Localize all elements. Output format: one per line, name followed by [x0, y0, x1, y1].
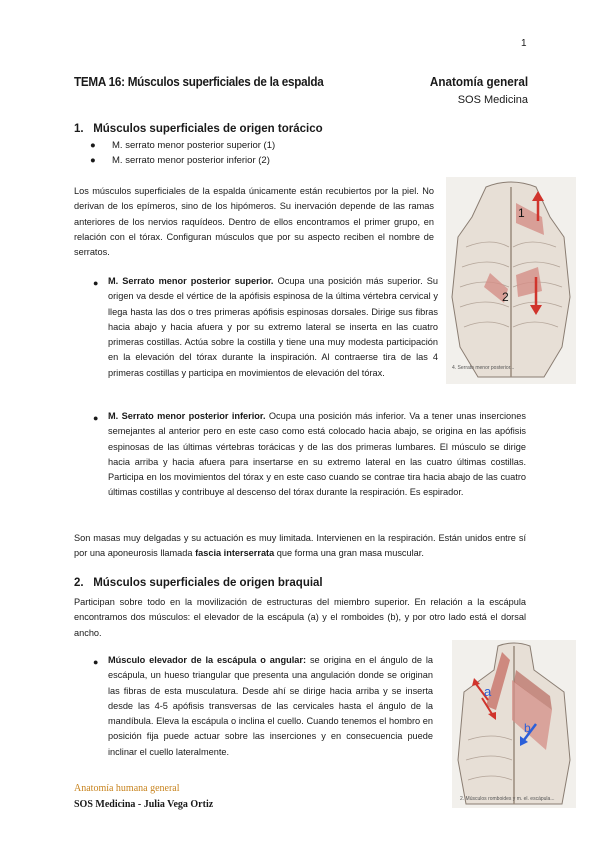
serrato-superior-title: M. Serrato menor posterior superior. [108, 276, 274, 286]
footer-book-title: Anatomía humana general [74, 783, 180, 794]
section1-heading-text: Músculos superficiales de origen torácico [93, 123, 323, 135]
elevador-escapula-paragraph [108, 653, 433, 760]
figure2-label-a: a [484, 684, 492, 699]
serrato-superior-text: Ocupa una posición más superior. Su origen va desde el vértice de la apófisis espinosa de la última vértebra cervical y llega hasta las dos o tres primeras apófisis espinosas dorsales. Dirige sus fibras hacia abajo y hacia afuera y por su extremo lateral se inserta en las cuatro primeras costillas. Actúa sobre la costilla y tiene una muy modesta participación en la elevación del tórax durante la inspiración. Al contraerse tira de las 4 primeras costillas y participa en movimientos de elevación del tórax. [108, 276, 438, 378]
footer-author: SOS Medicina - Julia Vega Ortiz [74, 799, 214, 810]
page-number: 1 [521, 38, 527, 49]
figure1-caption: 4. Serrato menor posterior... [452, 365, 515, 371]
figure2-caption: 2. Músculos romboides y m. el. escápula... [460, 796, 555, 802]
page-title: TEMA 16: Músculos superficiales de la espalda [74, 74, 324, 89]
section2-heading-text: Músculos superficiales de origen braquial [93, 577, 323, 589]
serrato-inferior-paragraph [108, 409, 526, 501]
elevador-escapula-title: Músculo elevador de la escápula o angular: [108, 655, 307, 665]
bullet-icon: ● [93, 657, 99, 667]
list-item: ● M. serrato menor posterior inferior (2) [90, 155, 270, 166]
fascia-term: fascia interserrata [195, 548, 275, 559]
section1-muscle-list [90, 138, 275, 168]
elevador-escapula-figure [452, 640, 576, 808]
course-name: SOS Medicina [457, 94, 528, 106]
section2-heading [74, 577, 323, 589]
serrato-inferior-text: Ocupa una posición más inferior. Va a tener unas inserciones semejantes al anterior pero en este caso como está colocado hacia abajo, se origina en las apófisis espinosas de las últimas vértebras torácicas y de las dos primeras lumbares. El músculo se dirige hacia arriba y hacia afuera para insertarse en su extremo lateral en las cuatro últimas costillas. Participa en los movimientos del tórax y en este caso cuando se contrae tira hacia abajo de las cuatro últimas costillas y contribuye al descenso del tórax durante la respiración. Es espirador. [108, 411, 526, 498]
subject-title: Anatomía general [429, 74, 528, 89]
section1-number: 1. [74, 123, 84, 135]
section2-number: 2. [74, 577, 84, 589]
bullet-icon: ● [93, 413, 99, 423]
serrato-inferior-title: M. Serrato menor posterior inferior. [108, 411, 266, 421]
serratos-figure [446, 177, 576, 384]
figure1-label-1: 1 [518, 206, 525, 220]
section1-heading [74, 123, 323, 135]
section1-closing: Son masas muy delgadas y su actuación es muy limitada. Intervienen en la respiración. Están unidos entre sí por una aponeurosis llamada fascia interserrata que forma una gran masa muscular. [74, 533, 526, 559]
figure1-label-2: 2 [502, 290, 509, 304]
bullet-icon: ● [93, 278, 99, 288]
section1-intro: Los músculos superficiales de la espalda únicamente están recubiertos por la piel. No derivan de los epímeros, sino de los hipómeros. Su inervación depende de las ramas anteriores de los nervios raquídeos. Dentro de ellos encontramos el primer grupo, en relación con el tórax. Configuran músculos que por su aspecto reciben el nombre de serratos. [74, 186, 434, 258]
figure2-label-b: b [524, 721, 531, 735]
elevador-escapula-text: se origina en el ángulo de la escápula, un hueso triangular que presenta una angulación donde se originan las fibras de esta musculatura. Desde ahí se dirige hacia arriba y se inserta desde las 4-5 apófisis transversas de las cervicales hasta el ángulo de la mandíbula. Eleva la escápula o inclina el cuello. Cuando tenemos el hombro en posición fija puede actuar sobre las inserciones y en consecuencia puede inclinar el cuello lateralmente. [108, 655, 433, 757]
section2-intro: Participan sobre todo en la movilización de estructuras del miembro superior. En relación a la escápula encontramos dos músculos: el elevador de la escápula (a) y el romboides (b), y por otro lado está el dorsal ancho. [74, 597, 526, 638]
list-item: ● M. serrato menor posterior superior (1) [90, 140, 276, 151]
serrato-superior-paragraph [108, 274, 438, 381]
